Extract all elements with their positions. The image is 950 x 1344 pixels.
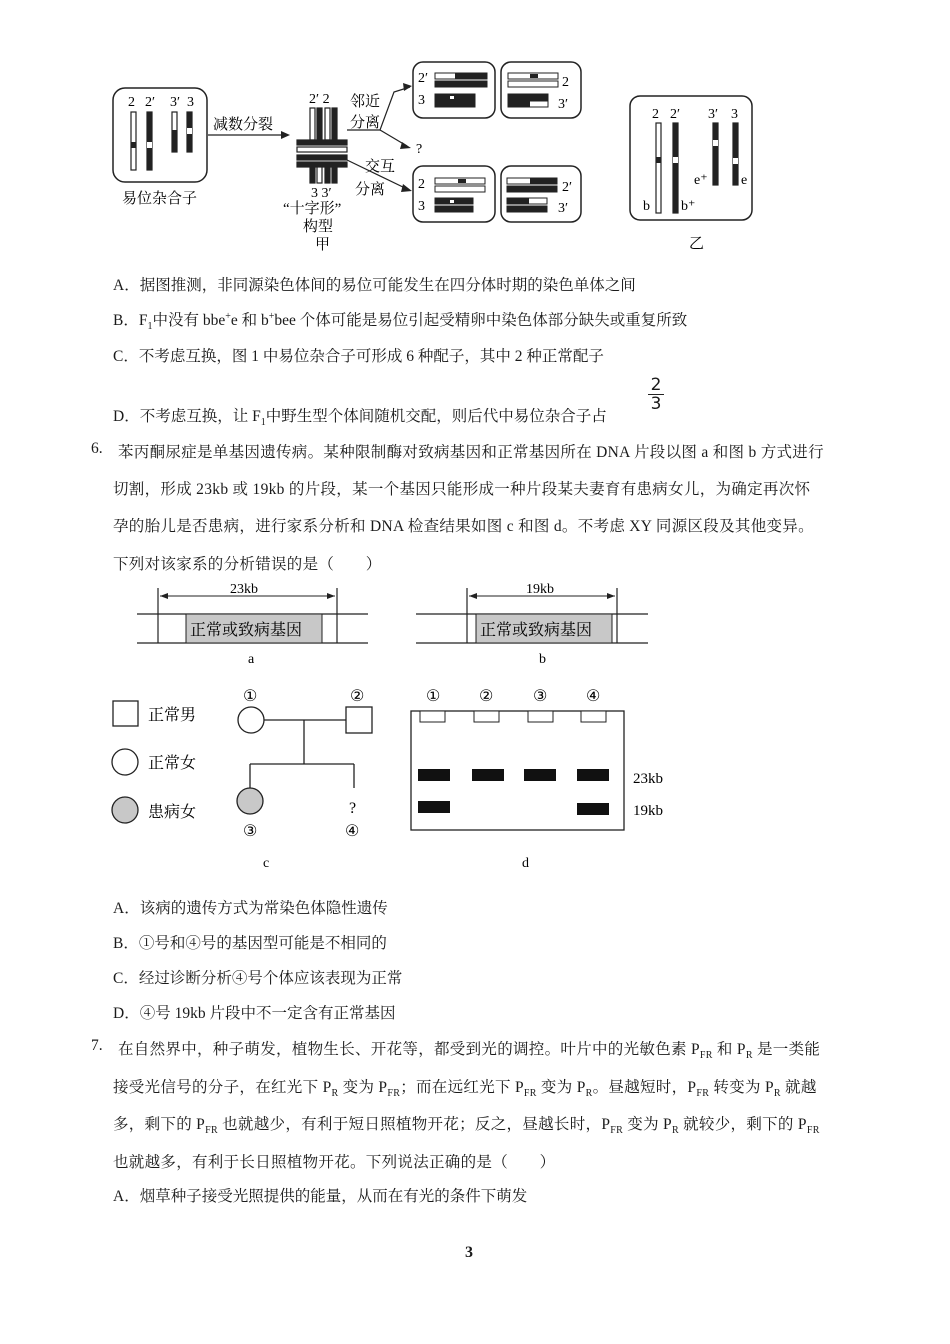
svg-text:③: ③ bbox=[533, 688, 548, 705]
svg-text:正常或致病基因: 正常或致病基因 bbox=[480, 622, 593, 639]
svg-text:3: 3 bbox=[731, 107, 738, 122]
svg-text:23kb: 23kb bbox=[633, 771, 663, 787]
gamete-box-4 bbox=[501, 166, 581, 222]
chrom-label: 2 bbox=[128, 95, 135, 110]
translocation-figure bbox=[0, 0, 950, 260]
q7-line-2: 接受光信号的分子，在红光下 $P_R$ 变为 $P_{FR}$；而在远红光下 $P_{FR}$ 变为 $P_R$。昼越短时，$P_{FR}$ 转变为 $P_R$ 就越 bbox=[113, 1079, 817, 1100]
svg-text:2′: 2′ bbox=[670, 107, 681, 122]
q7-line-3: 多，剩下的 $P_{FR}$ 也就越少，有利于短日照植物开花；反之，昼越长时，$P_{FR}$ 变为 $P_R$ 就较少，剩下的 $P_{FR}$ bbox=[113, 1116, 820, 1137]
q5-option-d: D．不考虑互换，让 $F_1$中野生型个体间随机交配，则后代中易位杂合子占 bbox=[113, 408, 607, 429]
legend-female-circle bbox=[112, 749, 138, 775]
q6-option-b: B．①号和④号的基因型可能是不相同的 bbox=[113, 935, 387, 952]
q5-option-a: A．据图推测，非同源染色体间的易位可能发生在四分体时期的染色单体之间 bbox=[113, 277, 636, 294]
svg-text:3′: 3′ bbox=[558, 97, 569, 112]
cross-configuration bbox=[297, 108, 347, 183]
pedigree-legend bbox=[112, 701, 196, 823]
question-mark: ? bbox=[416, 142, 423, 157]
svg-text:患病女: 患病女 bbox=[148, 804, 197, 821]
svg-text:④: ④ bbox=[345, 823, 360, 840]
svg-text:2′: 2′ bbox=[418, 71, 429, 86]
individual-3 bbox=[237, 788, 263, 814]
svg-text:a: a bbox=[248, 652, 255, 667]
svg-text:2: 2 bbox=[562, 75, 569, 90]
gamete-box-3 bbox=[413, 166, 495, 222]
q5-option-b: B．$F_1$中没有 bbe+e 和 b+bee 个体可能是易位引起受精卵中染色体部分缺失或重复所致 bbox=[113, 310, 688, 333]
q6-line-3: 孕的胎儿是否患病，进行家系分析和 DNA 检查结果如图 c 和图 d。不考虑 XY 同源区段及其他变异。 bbox=[113, 518, 814, 535]
svg-text:b: b bbox=[643, 199, 650, 214]
svg-text:b⁺: b⁺ bbox=[681, 199, 696, 214]
q6-number: 6. bbox=[91, 440, 103, 457]
svg-text:3: 3 bbox=[418, 93, 425, 108]
chrom-label: 3 bbox=[187, 95, 194, 110]
yi-chrom-2 bbox=[656, 123, 661, 213]
svg-text:正常或致病基因: 正常或致病基因 bbox=[190, 622, 303, 639]
q7-option-a: A．烟草种子接受光照提供的能量，从而在有光的条件下萌发 bbox=[113, 1188, 528, 1205]
figure-yi-caption: 乙 bbox=[689, 236, 705, 252]
legend-affected-circle bbox=[112, 797, 138, 823]
alternate-label-2: 分离 bbox=[355, 182, 386, 198]
svg-text:b: b bbox=[539, 652, 546, 667]
cross-caption-3: 甲 bbox=[315, 237, 331, 253]
page-number: 3 bbox=[465, 1244, 473, 1261]
individual-1 bbox=[238, 707, 264, 733]
q6-option-a: A．该病的遗传方式为常染色体隐性遗传 bbox=[113, 900, 388, 917]
svg-text:④: ④ bbox=[586, 688, 601, 705]
svg-text:②: ② bbox=[479, 688, 494, 705]
heterozygote-label: 易位杂合子 bbox=[122, 191, 198, 207]
q6-line-1: 苯丙酮尿症是单基因遗传病。某种限制酶对致病基因和正常基因所在 DNA 片段以图 a 和图 b 方式进行 bbox=[118, 444, 824, 461]
q6-option-c: C．经过诊断分析④号个体应该表现为正常 bbox=[113, 970, 403, 987]
q7-number: 7. bbox=[91, 1037, 103, 1054]
yi-chrom-3 bbox=[733, 123, 738, 185]
q7-line-4: 也就越多，有利于长日照植物开花。下列说法正确的是（ ） bbox=[113, 1154, 556, 1171]
svg-text:23kb: 23kb bbox=[230, 582, 258, 597]
q5-fraction: 2 3 bbox=[648, 376, 664, 413]
q6-option-d: D．④号 19kb 片段中不一定含有正常基因 bbox=[113, 1005, 396, 1022]
q6-figures bbox=[0, 570, 950, 880]
svg-text:3′: 3′ bbox=[708, 107, 719, 122]
q5-option-c: C．不考虑互换，图 1 中易位杂合子可形成 6 种配子，其中 2 种正常配子 bbox=[113, 348, 604, 365]
fig-b bbox=[416, 582, 648, 667]
svg-text:d: d bbox=[522, 856, 529, 871]
left-chrom-labels bbox=[128, 95, 194, 110]
cross-caption-1: “十字形” bbox=[283, 201, 342, 217]
svg-text:②: ② bbox=[350, 688, 365, 705]
gel-d bbox=[411, 688, 663, 871]
svg-text:正常女: 正常女 bbox=[148, 755, 197, 772]
q6-line-2: 切割，形成 23kb 或 19kb 的片段，某一个基因只能形成一种片段某夫妻育有患病女儿，为确定再次怀 bbox=[113, 481, 811, 498]
adjacent-label-1: 邻近 bbox=[350, 94, 381, 110]
fig-a bbox=[137, 582, 368, 667]
yi-chrom-2prime bbox=[673, 123, 678, 213]
cross-caption-2: 构型 bbox=[303, 219, 334, 235]
individual-2 bbox=[346, 707, 372, 733]
chrom-label: 3′ bbox=[170, 95, 181, 110]
band-lane1-23kb bbox=[418, 769, 450, 781]
svg-text:c: c bbox=[263, 856, 270, 871]
svg-text:19kb: 19kb bbox=[633, 803, 663, 819]
cross-top-label: 2′ 2 bbox=[309, 92, 330, 107]
svg-text:3′: 3′ bbox=[558, 201, 569, 216]
chromosome-2prime bbox=[147, 112, 152, 170]
band-lane3-23kb bbox=[524, 769, 556, 781]
svg-text:3: 3 bbox=[418, 199, 425, 214]
adjacent-label-2: 分离 bbox=[350, 115, 381, 131]
gamete-box-1 bbox=[413, 62, 495, 118]
svg-text:e⁺: e⁺ bbox=[694, 173, 708, 188]
svg-text:2: 2 bbox=[418, 177, 425, 192]
yi-chrom-3prime bbox=[713, 123, 718, 185]
band-lane4-19kb bbox=[577, 803, 609, 815]
svg-text:19kb: 19kb bbox=[526, 582, 554, 597]
band-lane2-23kb bbox=[472, 769, 504, 781]
svg-text:2: 2 bbox=[652, 107, 659, 122]
pedigree-c bbox=[237, 688, 372, 871]
legend-male-square bbox=[113, 701, 138, 726]
chrom-label: 2′ bbox=[145, 95, 156, 110]
band-lane1-19kb bbox=[418, 801, 450, 813]
meiosis-label: 减数分裂 bbox=[213, 117, 274, 133]
q7-line-1: 在自然界中，种子萌发，植物生长、开花等，都受到光的调控。叶片中的光敏色素 $P_{FR}$ 和 $P_R$ 是一类能 bbox=[118, 1041, 821, 1062]
chromosome-2 bbox=[131, 112, 136, 170]
svg-text:③: ③ bbox=[243, 823, 258, 840]
q6-line-4: 下列对该家系的分析错误的是（ ） bbox=[113, 556, 382, 573]
svg-text:正常男: 正常男 bbox=[148, 707, 197, 724]
alternate-label-1: 交互 bbox=[365, 159, 396, 175]
svg-text:①: ① bbox=[243, 688, 258, 705]
gamete-box-2 bbox=[501, 62, 581, 118]
svg-text:2′: 2′ bbox=[562, 180, 573, 195]
band-lane4-23kb bbox=[577, 769, 609, 781]
cross-bottom-label: 3 3′ bbox=[311, 186, 332, 201]
svg-text:e: e bbox=[741, 173, 748, 188]
svg-text:?: ? bbox=[349, 800, 357, 817]
svg-text:①: ① bbox=[426, 688, 441, 705]
